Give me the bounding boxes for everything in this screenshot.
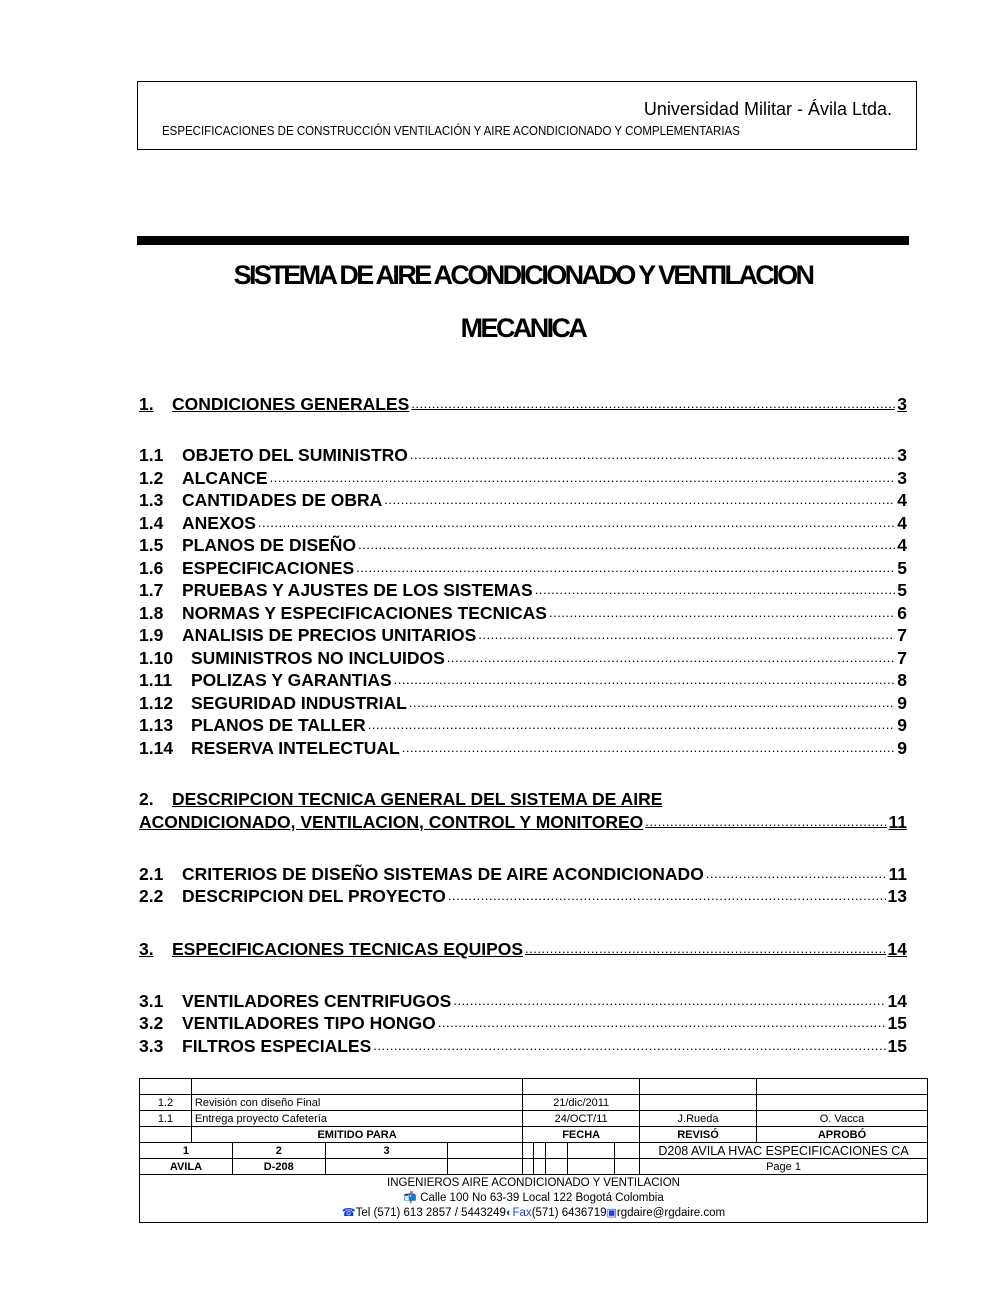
computer-icon: ▣ bbox=[606, 1207, 617, 1219]
toc-entry-1-11[interactable]: 1.11 POLIZAS Y GARANTIAS ..... 8 bbox=[139, 668, 907, 690]
toc-entry-1-6[interactable]: 1.6 ESPECIFICACIONES ..... 5 bbox=[139, 556, 907, 578]
toc-entry-1-1[interactable]: 1.1 OBJETO DEL SUMINISTRO ..... 3 bbox=[139, 443, 907, 465]
rev-date: 21/dic/2011 bbox=[523, 1095, 640, 1111]
toc-entry-2-2[interactable]: 2.2 DESCRIPCION DEL PROYECTO ..... 13 bbox=[139, 884, 907, 906]
header-title: Universidad Militar - Ávila Ltda. bbox=[643, 99, 892, 119]
col-number-1: 1 bbox=[140, 1143, 233, 1159]
toc-entry-1-12[interactable]: 1.12 SEGURIDAD INDUSTRIAL ..... 9 bbox=[139, 691, 907, 713]
code-avila: AVILA bbox=[140, 1159, 233, 1175]
toc-entry-1-10[interactable]: 1.10 SUMINISTROS NO INCLUIDOS ..... 7 bbox=[139, 646, 907, 668]
rev-number: 1.2 bbox=[140, 1095, 192, 1111]
toc-entry-2-line2[interactable]: ACONDICIONADO, VENTILACION, CONTROL Y MONITOREO ..... 11 bbox=[139, 810, 907, 832]
document-title-line1: SISTEMA DE AIRE ACONDICIONADO Y VENTILACION bbox=[233, 260, 813, 290]
header-subtitle: ESPECIFICACIONES DE CONSTRUCCIÓN VENTILACIÓN Y AIRE ACONDICIONADO Y COMPLEMENTARIAS bbox=[162, 124, 740, 138]
toc-entry-1[interactable]: 1. CONDICIONES GENERALES ..... 3 bbox=[139, 392, 907, 414]
toc-entry-1-8[interactable]: 1.8 NORMAS Y ESPECIFICACIONES TECNICAS ..... 6 bbox=[139, 601, 907, 623]
company-email[interactable]: rgdaire@rgdaire.com bbox=[616, 1207, 726, 1219]
toc-entry-1-13[interactable]: 1.13 PLANOS DE TALLER ..... 9 bbox=[139, 713, 907, 735]
code-d208: D-208 bbox=[232, 1159, 325, 1175]
company-tel: Tel (571) 613 2857 / 5443249 bbox=[355, 1207, 506, 1219]
company-footer bbox=[140, 1175, 928, 1223]
company-fax: (571) 6436719 bbox=[531, 1207, 607, 1219]
toc-entry-1-5[interactable]: 1.5 PLANOS DE DISEÑO ..... 4 bbox=[139, 533, 907, 555]
header-issued-for: EMITIDO PARA bbox=[191, 1127, 522, 1143]
table-row bbox=[140, 1159, 928, 1175]
rev-reviewed: J.Rueda bbox=[640, 1111, 757, 1127]
table-row bbox=[140, 1111, 928, 1127]
toc-entry-1-2[interactable]: 1.2 ALCANCE ..... 3 bbox=[139, 466, 907, 488]
footer-row bbox=[140, 1175, 928, 1223]
table-row bbox=[140, 1143, 928, 1159]
rev-date: 24/OCT/11 bbox=[523, 1111, 640, 1127]
rev-approved bbox=[756, 1095, 927, 1111]
rev-description: Revisión con diseño Final bbox=[191, 1095, 522, 1111]
col-number-3: 3 bbox=[325, 1143, 448, 1159]
telephone-icon: ☎ bbox=[341, 1207, 356, 1219]
title-rule bbox=[137, 236, 909, 245]
toc-entry-3-3[interactable]: 3.3 FILTROS ESPECIALES ..... 15 bbox=[139, 1034, 907, 1056]
header-date: FECHA bbox=[523, 1127, 640, 1143]
table-row bbox=[140, 1079, 928, 1095]
table-header-row bbox=[140, 1127, 928, 1143]
toc-entry-2-line1[interactable]: 2. DESCRIPCION TECNICA GENERAL DEL SISTEMA DE AIRE bbox=[139, 789, 663, 809]
toc-entry-3-2[interactable]: 3.2 VENTILADORES TIPO HONGO ..... 15 bbox=[139, 1011, 907, 1033]
toc-entry-3[interactable]: 3. ESPECIFICACIONES TECNICAS EQUIPOS ..... 14 bbox=[139, 937, 907, 959]
toc-entry-1-3[interactable]: 1.3 CANTIDADES DE OBRA ..... 4 bbox=[139, 488, 907, 510]
col-number-2: 2 bbox=[232, 1143, 325, 1159]
fax-label: Fax bbox=[512, 1207, 532, 1219]
company-address: Calle 100 No 63-39 Local 122 Bogotá Colombia bbox=[420, 1192, 664, 1204]
toc-entry-1-14[interactable]: 1.14 RESERVA INTELECTUAL ..... 9 bbox=[139, 736, 907, 758]
table-row bbox=[140, 1095, 928, 1111]
rev-number: 1.1 bbox=[140, 1111, 192, 1127]
page-header bbox=[137, 81, 917, 150]
document-reference: D208 AVILA HVAC ESPECIFICACIONES CA bbox=[640, 1143, 928, 1159]
mailbox-icon: 📬 bbox=[403, 1192, 417, 1204]
page-label: Page 1 bbox=[640, 1159, 928, 1175]
rev-description: Entrega proyecto Cafetería bbox=[191, 1111, 522, 1127]
company-name: INGENIEROS AIRE ACONDICIONADO Y VENTILACION bbox=[387, 1177, 680, 1189]
header-reviewed: REVISÓ bbox=[640, 1127, 757, 1143]
toc-entry-3-1[interactable]: 3.1 VENTILADORES CENTRIFUGOS ..... 14 bbox=[139, 989, 907, 1011]
rev-approved: O. Vacca bbox=[756, 1111, 927, 1127]
toc-entry-2-1[interactable]: 2.1 CRITERIOS DE DISEÑO SISTEMAS DE AIRE ACONDICIONADO ..... 11 bbox=[139, 862, 907, 884]
revision-table bbox=[139, 1078, 928, 1223]
rev-reviewed bbox=[640, 1095, 757, 1111]
header-approved: APROBÓ bbox=[756, 1127, 927, 1143]
document-title-line2: MECANICA bbox=[460, 313, 586, 343]
toc-entry-1-9[interactable]: 1.9 ANALISIS DE PRECIOS UNITARIOS ..... 7 bbox=[139, 623, 907, 645]
toc-entry-1-4[interactable]: 1.4 ANEXOS ..... 4 bbox=[139, 511, 907, 533]
fax-icon: ◐ bbox=[505, 1207, 513, 1219]
toc-entry-1-7[interactable]: 1.7 PRUEBAS Y AJUSTES DE LOS SISTEMAS ..... 5 bbox=[139, 578, 907, 600]
